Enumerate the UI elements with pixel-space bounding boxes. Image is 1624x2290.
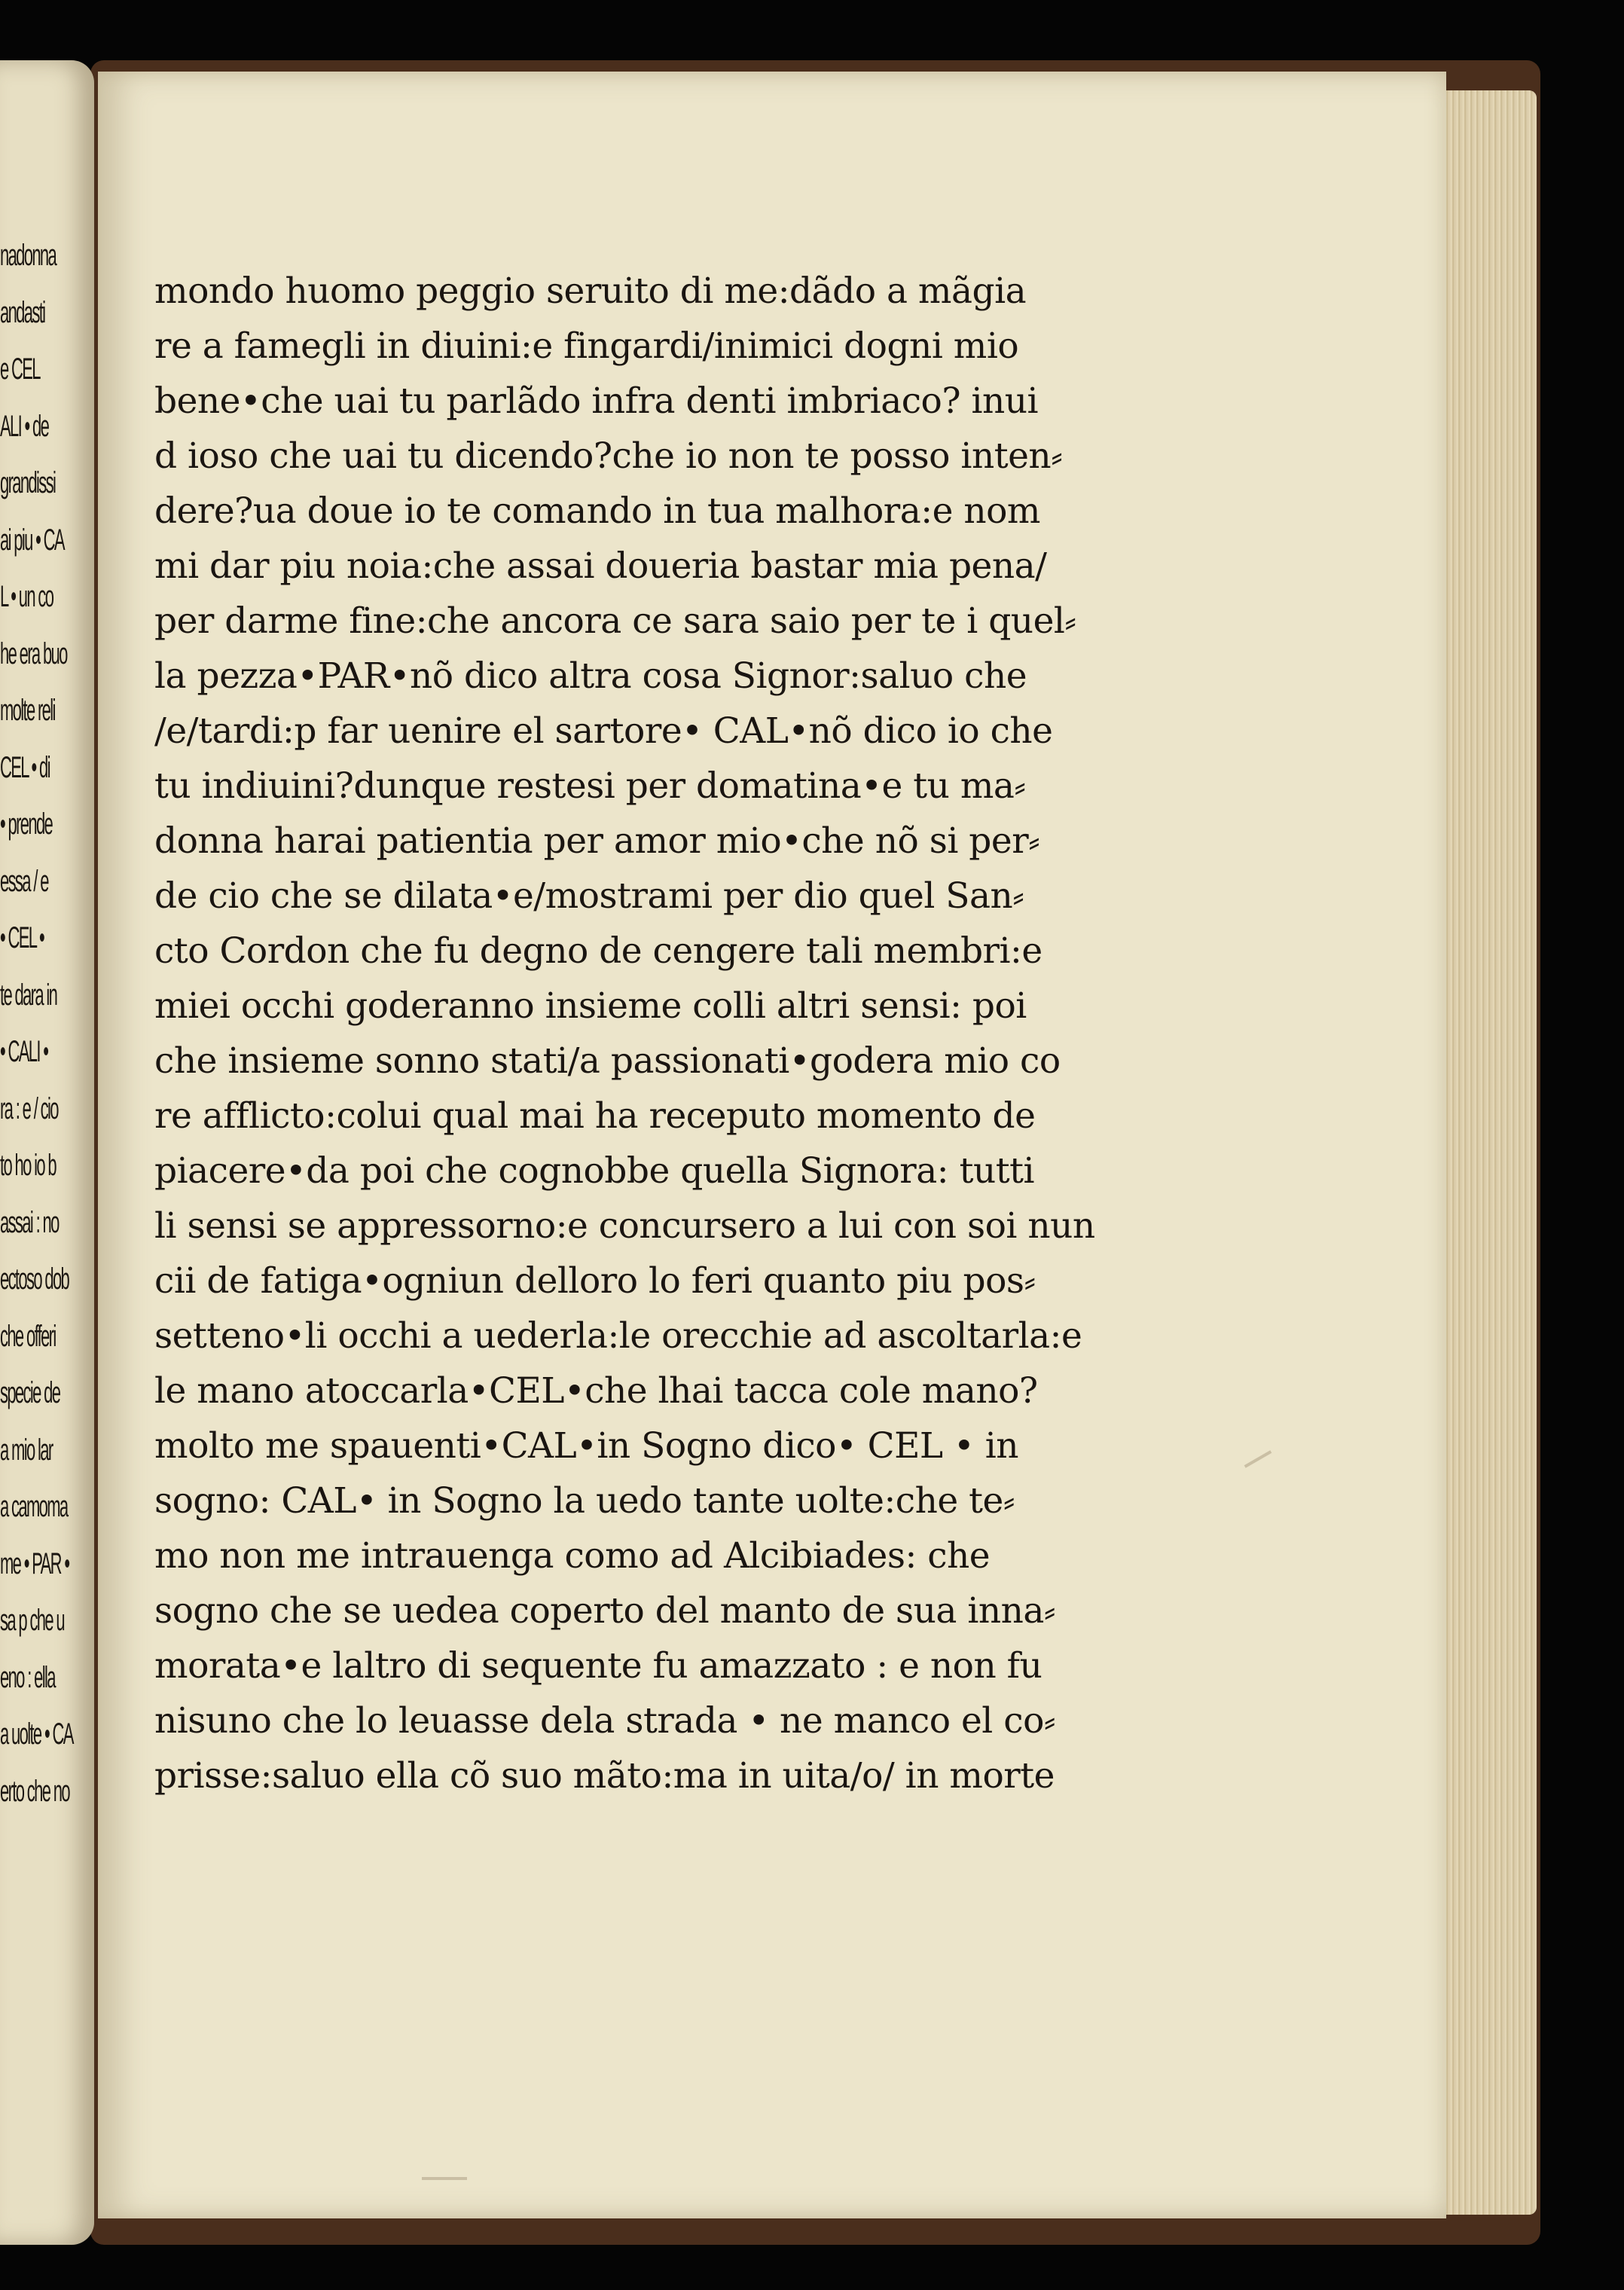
text-line: dere?ua doue io te comando in tua malhora:e nom xyxy=(154,490,1040,532)
text-line: mi dar piu noia:che assai doueria bastar mia pena/ xyxy=(154,545,1047,587)
text-line: tu indiuini?dunque restesi per domatina•e tu ma⸗ xyxy=(154,765,1026,807)
facing-page-fragment xyxy=(0,60,94,2245)
text-line: d ioso che uai tu dicendo?che io non te posso inten⸗ xyxy=(154,435,1063,477)
facing-text-line: a uolte • CA xyxy=(0,1718,73,1751)
text-line: morata•e laltro di sequente fu amazzato : e non fu xyxy=(154,1645,1042,1687)
text-line: /e/tardi:p far uenire el sartore• CAL•nõ dico io che xyxy=(154,710,1053,752)
facing-text-line: sa p che u xyxy=(0,1604,65,1637)
text-line: li sensi se appressorno:e concursero a lui con soi nun xyxy=(154,1205,1095,1247)
facing-text-line: a mio lar xyxy=(0,1433,53,1467)
facing-text-line: ra : e / cio xyxy=(0,1092,58,1125)
text-line: mo non me intrauenga como ad Alcibiades: che xyxy=(154,1535,991,1577)
facing-text-line: ectoso dob xyxy=(0,1263,69,1296)
text-line: de cio che se dilata•e/mostrami per dio quel San⸗ xyxy=(154,875,1024,917)
text-line: setteno•li occhi a uederla:le orecchie ad ascoltarla:e xyxy=(154,1315,1082,1357)
facing-text-line: grandissi xyxy=(0,466,56,499)
facing-text-line: specie de xyxy=(0,1376,60,1409)
text-line: molto me spauenti•CAL•in Sogno dico• CEL • in xyxy=(154,1425,1019,1467)
page-edges xyxy=(1431,90,1537,2215)
facing-page-lines xyxy=(0,227,94,1820)
facing-text-line: assai : no xyxy=(0,1205,59,1239)
facing-text-line: ai piu • CA xyxy=(0,523,64,557)
text-line: sogno che se uedea coperto del manto de sua inna⸗ xyxy=(154,1590,1056,1632)
facing-text-line: CEL • di xyxy=(0,750,50,784)
facing-text-line: L • un co xyxy=(0,580,53,613)
text-line: cii de fatiga•ogniun delloro lo feri quanto piu pos⸗ xyxy=(154,1260,1036,1302)
facing-text-line: nadonna xyxy=(0,239,56,272)
facing-text-line: ALI • de xyxy=(0,409,49,443)
text-line: per darme fine:che ancora ce sara saio per te i quel⸗ xyxy=(154,600,1076,642)
text-line: donna harai patientia per amor mio•che nõ si per⸗ xyxy=(154,820,1040,862)
text-line: miei occhi goderanno insieme colli altri sensi: poi xyxy=(154,985,1027,1027)
facing-text-line: to ho io b xyxy=(0,1149,56,1182)
facing-text-line: eno : ella xyxy=(0,1660,55,1694)
text-line: re afflicto:colui qual mai ha receputo momento de xyxy=(154,1095,1036,1137)
facing-text-line: essa / e xyxy=(0,864,48,898)
facing-text-line: • prende xyxy=(0,808,53,841)
facing-text-line: erto che no xyxy=(0,1774,69,1808)
text-line: cto Cordon che fu degno de cengere tali membri:e xyxy=(154,930,1042,972)
main-text-block xyxy=(154,264,1314,1803)
text-line: piacere•da poi che cognobbe quella Signora: tutti xyxy=(154,1150,1035,1192)
text-line: le mano atoccarla•CEL•che lhai tacca cole mano? xyxy=(154,1370,1038,1412)
text-line: nisuno che lo leuasse dela strada • ne manco el co⸗ xyxy=(154,1700,1056,1742)
facing-text-line: te dara in xyxy=(0,978,57,1012)
text-line: prisse:saluo ella cõ suo mãto:ma in uita/o/ in morte xyxy=(154,1755,1055,1797)
text-line: sogno: CAL• in Sogno la uedo tante uolte:che te⸗ xyxy=(154,1480,1015,1522)
text-line: che insieme sonno stati/a passionati•godera mio co xyxy=(154,1040,1061,1082)
facing-text-line: he era buo xyxy=(0,637,67,670)
facing-text-line: a camoma xyxy=(0,1490,68,1523)
facing-text-line: che offeri xyxy=(0,1319,56,1353)
facing-text-line: • CEL • xyxy=(0,921,44,954)
paper-mark xyxy=(422,2177,467,2180)
facing-text-line: me • PAR • xyxy=(0,1547,69,1580)
text-line: mondo huomo peggio seruito di me:dãdo a mãgia xyxy=(154,270,1027,312)
facing-text-line: e CEL xyxy=(0,353,40,386)
facing-text-line: molte reli xyxy=(0,694,55,727)
text-line: re a famegli in diuini:e fingardi/inimici dogni mio xyxy=(154,325,1019,367)
text-line: bene•che uai tu parlãdo infra denti imbriaco? inui xyxy=(154,380,1039,422)
facing-text-line: • CALI • xyxy=(0,1035,48,1068)
text-line: la pezza•PAR•nõ dico altra cosa Signor:saluo che xyxy=(154,655,1027,697)
facing-text-line: andasti xyxy=(0,295,45,329)
